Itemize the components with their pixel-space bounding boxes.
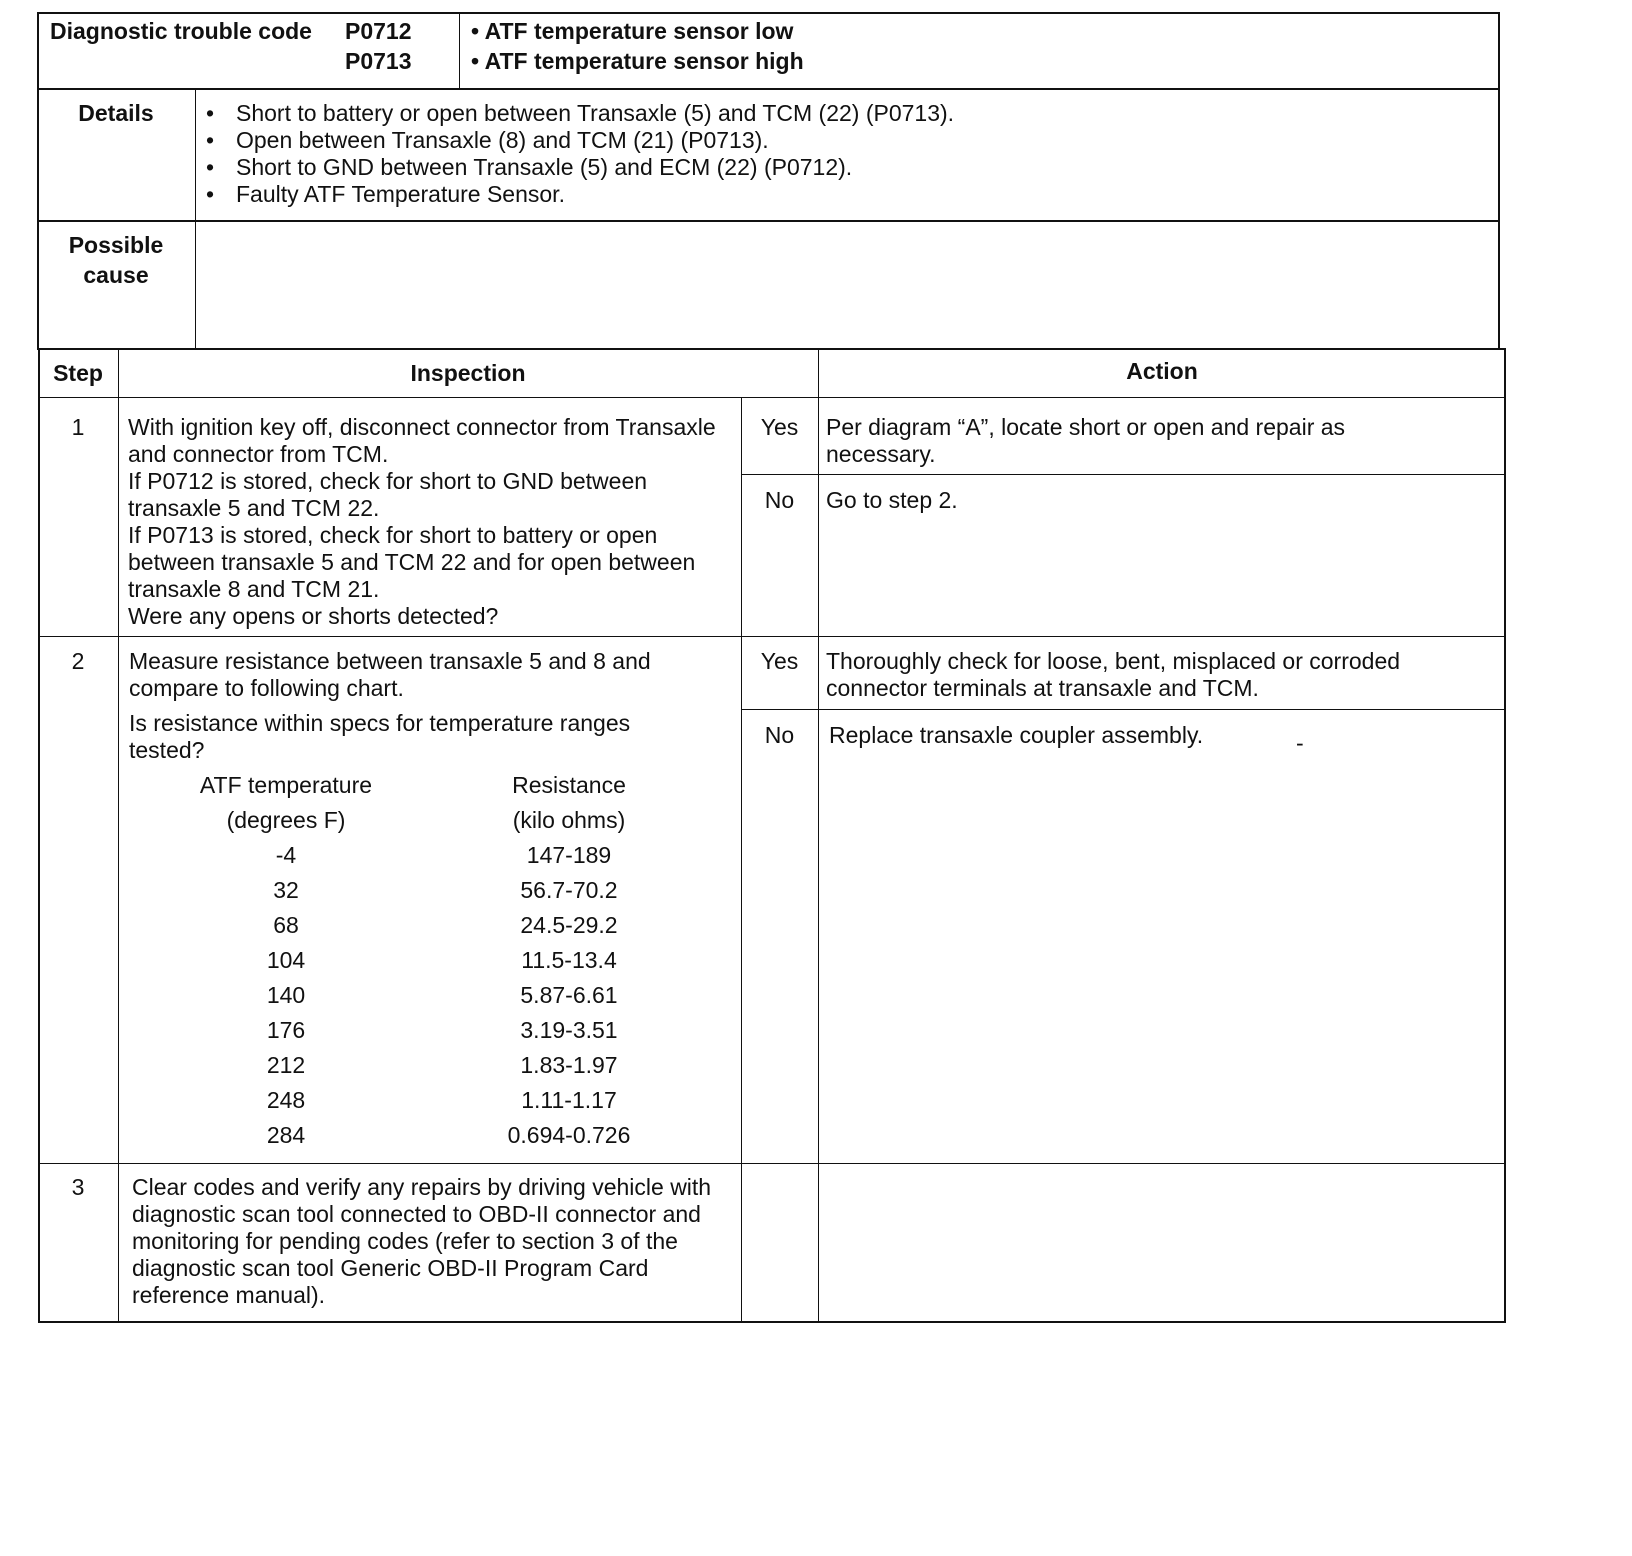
step2-yes-action: Thoroughly check for loose, bent, misplaced or corroded connector terminals at transaxle and TCM. (826, 648, 1401, 701)
details-label: Details (78, 100, 154, 126)
resistance-value: 1.83-1.97 (520, 1052, 618, 1078)
step2-row-bottom (38, 1163, 1506, 1164)
resistance-row (129, 1087, 729, 1117)
step-number: 1 (71, 414, 85, 440)
dtc-header-divider (459, 12, 460, 90)
step-number: 3 (71, 1174, 85, 1200)
resistance-row (129, 1052, 729, 1082)
possible-cause-label-line2: cause (83, 262, 149, 288)
resistance-row (129, 877, 729, 907)
details-item: • Short to battery or open between Transaxle (5) and TCM (22) (P0713). (198, 100, 954, 127)
resistance-value: 0.694-0.726 (507, 1122, 631, 1148)
resistance-row (129, 947, 729, 977)
step1-yes-action: Per diagram “A”, locate short or open and repair as necessary. (826, 414, 1346, 467)
resistance-col2-unit: (kilo ohms) (512, 807, 626, 833)
details-item: • Faulty ATF Temperature Sensor. (198, 181, 954, 208)
col-action-divider (818, 350, 819, 1321)
details-list (198, 100, 954, 208)
resistance-value: 11.5-13.4 (521, 947, 617, 973)
resistance-col2-header: Resistance (512, 772, 626, 798)
resistance-temperature: 176 (266, 1017, 306, 1043)
possible-cause-label-line1: Possible (68, 232, 164, 258)
resistance-temperature: 284 (266, 1122, 306, 1148)
step1-inspection: With ignition key off, disconnect connector from Transaxle and connector from TCM. If P0712 is stored, check for short to GND between transaxle 5 and TCM 22. If P0713 is stored, check for short to battery or open between transaxle 5 and TCM 22 and for open between transaxle 8 and TCM 21. Were any opens or shorts detected? (128, 414, 716, 629)
details-divider (195, 90, 196, 220)
step1-yes-label: Yes (760, 414, 799, 440)
resistance-col1-header: ATF temperature (199, 772, 373, 798)
resistance-temperature: 68 (273, 912, 299, 938)
header-action: Action (1126, 358, 1198, 384)
resistance-table-header (129, 772, 729, 802)
header-row-bottom (38, 397, 1506, 398)
dtc-code-p0712: P0712 (345, 18, 412, 44)
dtc-description-high: • ATF temperature sensor high (471, 48, 804, 74)
step2-no-label: No (764, 722, 795, 748)
possible-cause-divider (195, 222, 196, 348)
resistance-temperature: -4 (275, 842, 297, 868)
dtc-label: Diagnostic trouble code (50, 18, 312, 44)
step2-inspection-b: Is resistance within specs for temperature ranges tested? (129, 710, 631, 763)
col-yesno-divider (741, 398, 742, 1321)
resistance-temperature: 32 (273, 877, 299, 903)
resistance-row (129, 1017, 729, 1047)
step2-yesno-divider (741, 709, 1506, 710)
resistance-value: 56.7-70.2 (520, 877, 618, 903)
step1-no-label: No (764, 487, 795, 513)
dtc-description-low: • ATF temperature sensor low (471, 18, 794, 44)
step1-yesno-divider (741, 474, 1506, 475)
step1-no-action: Go to step 2. (826, 487, 958, 513)
resistance-temperature: 212 (266, 1052, 306, 1078)
resistance-value: 147-189 (526, 842, 612, 868)
step3-inspection: Clear codes and verify any repairs by driving vehicle with diagnostic scan tool connected to OBD-II connector and monitoring for pending codes (refer to section 3 of the diagnostic scan tool Generic OBD-II Program Card reference manual). (132, 1174, 712, 1308)
step2-no-action-mark: - (1296, 730, 1304, 756)
resistance-value: 1.11-1.17 (521, 1087, 617, 1113)
resistance-value: 5.87-6.61 (520, 982, 618, 1008)
resistance-col1-unit: (degrees F) (226, 807, 346, 833)
resistance-temperature: 140 (266, 982, 306, 1008)
resistance-table-units (129, 807, 729, 837)
header-step: Step (53, 360, 103, 386)
resistance-row (129, 842, 729, 872)
resistance-temperature: 248 (266, 1087, 306, 1113)
step2-inspection-a: Measure resistance between transaxle 5 and 8 and compare to following chart. (129, 648, 651, 701)
resistance-value: 24.5-29.2 (520, 912, 618, 938)
details-item: • Open between Transaxle (8) and TCM (21) (P0713). (198, 127, 954, 154)
step1-row-bottom (38, 636, 1506, 637)
resistance-row (129, 982, 729, 1012)
details-item: • Short to GND between Transaxle (5) and ECM (22) (P0712). (198, 154, 954, 181)
possible-cause-box (37, 220, 1500, 350)
dtc-code-p0713: P0713 (345, 48, 412, 74)
resistance-row (129, 1122, 729, 1152)
resistance-row (129, 912, 729, 942)
col-step-divider (118, 350, 119, 1321)
header-inspection: Inspection (410, 360, 526, 386)
resistance-temperature: 104 (266, 947, 306, 973)
step-number: 2 (71, 648, 85, 674)
resistance-value: 3.19-3.51 (520, 1017, 618, 1043)
step2-yes-label: Yes (760, 648, 799, 674)
step2-no-action: Replace transaxle coupler assembly. (829, 722, 1204, 748)
